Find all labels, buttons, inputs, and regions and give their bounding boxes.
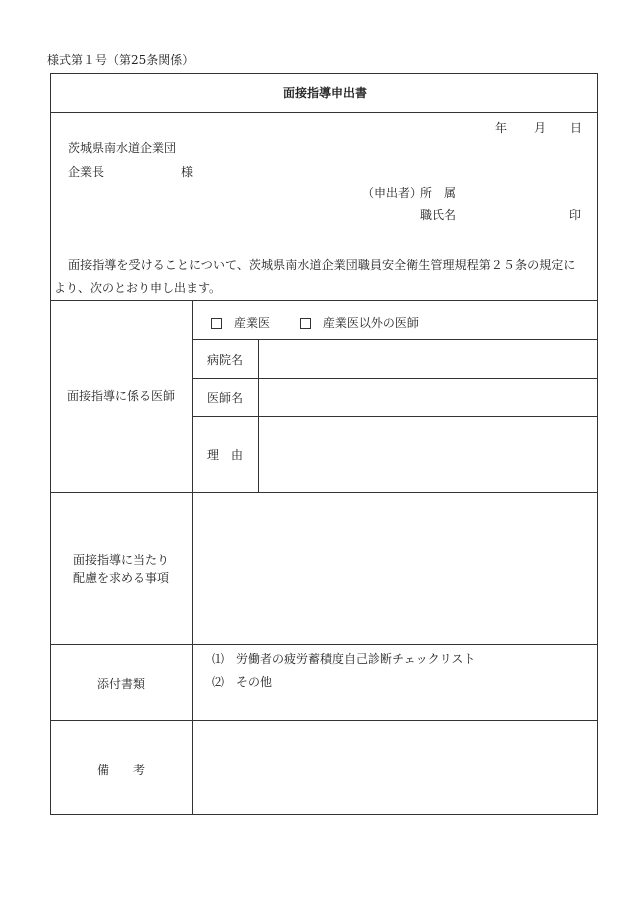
industrial-physician-checkbox[interactable] <box>211 318 222 329</box>
divider <box>50 644 598 645</box>
form-title: 面接指導申出書 <box>282 86 367 100</box>
form-number-label: 様式第１号（第25条関係） <box>47 53 195 67</box>
other-physician-option[interactable] <box>300 317 419 329</box>
divider <box>192 339 598 340</box>
date-month-label: 月 <box>534 121 547 135</box>
hospital-name-label: 病院名 <box>207 353 244 367</box>
divider <box>50 720 598 721</box>
form-frame <box>50 73 598 815</box>
applicant-name-label: 職氏名 <box>420 208 457 222</box>
divider <box>50 300 598 301</box>
consideration-label-line-1: 面接指導に当たり <box>72 553 169 567</box>
remarks-label: 備 考 <box>96 763 145 777</box>
attachment-item-1: ⑴ 労働者の疲労蓄積度自己診断チェックリスト <box>212 652 476 666</box>
applicant-label: （申出者） <box>362 186 423 200</box>
divider <box>50 112 598 113</box>
attachments-label: 添付書類 <box>96 677 145 691</box>
divider <box>258 339 259 492</box>
reason-label: 理 由 <box>207 448 244 462</box>
doctor-section-label: 面接指導に係る医師 <box>66 389 175 403</box>
addressee-honorific: 様 <box>181 165 194 179</box>
industrial-physician-option[interactable] <box>211 317 270 329</box>
other-physician-checkbox[interactable] <box>300 318 311 329</box>
industrial-physician-label: 産業医 <box>234 316 271 330</box>
statement-line-1: 面接指導を受けることについて、茨城県南水道企業団職員安全衛生管理規程第２５条の規定に <box>68 258 576 272</box>
attachment-item-2: ⑵ その他 <box>212 675 273 689</box>
seal-mark: 印 <box>569 208 582 222</box>
divider <box>192 378 598 379</box>
other-physician-label: 産業医以外の医師 <box>322 316 419 330</box>
statement-line-2: より、次のとおり申し出ます。 <box>54 281 222 295</box>
divider <box>192 300 193 815</box>
date-year-label: 年 <box>495 121 508 135</box>
date-day-label: 日 <box>570 121 583 135</box>
doctor-name-label: 医師名 <box>207 391 244 405</box>
divider <box>50 492 598 493</box>
divider <box>192 416 598 417</box>
applicant-department-label: 所 属 <box>420 186 457 200</box>
doctor-type-options <box>211 317 419 331</box>
consideration-label-line-2: 配慮を求める事項 <box>72 571 169 585</box>
addressee-position: 企業長 <box>68 165 105 179</box>
addressee-organization: 茨城県南水道企業団 <box>68 141 177 155</box>
